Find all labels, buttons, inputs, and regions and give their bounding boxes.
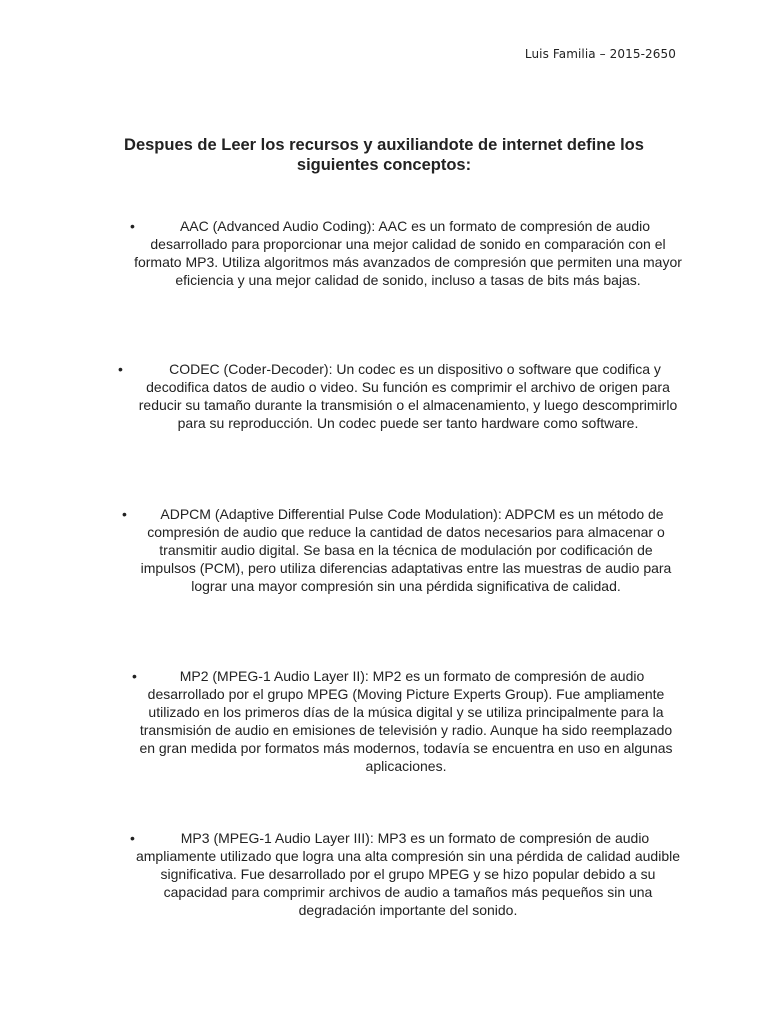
bullet-icon: • — [130, 830, 135, 846]
concept-adpcm — [138, 505, 674, 595]
bullet-icon: • — [130, 218, 135, 234]
concept-codec-text: CODEC (Coder-Decoder): Un codec es un dispositivo o software que codifica y decodifica datos de audio o video. Su función es comprimir el archivo de origen para reducir su tamaño durante la transmisión o el almacenamiento, y luego descomprimirlo para su reproducción. Un codec puede ser tanto hardware como software. — [138, 361, 678, 431]
concept-mp2 — [138, 667, 674, 775]
concept-mp3-text: MP3 (MPEG-1 Audio Layer III): MP3 es un formato de compresión de audio ampliamente utilizado que logra una alta compresión sin una pérdida de calidad audible significativa. Fue desarrollado por el grupo MPEG y se hizo popular debido a su capacidad para comprimir archivos de audio a tamaños más pequeños sin una degradación importante del sonido. — [135, 830, 681, 918]
concept-mp2-text: MP2 (MPEG-1 Audio Layer II): MP2 es un formato de compresión de audio desarrollado por el grupo MPEG (Moving Picture Experts Group). Fue ampliamente utilizado en los primeros días de la música digital y se utiliza principalmente para la transmisión de audio en emisiones de televisión y radio. Aunque ha sido reemplazado en gran medida por formatos más modernos, todavía se encuentra en uso en algunas aplicaciones. — [139, 668, 673, 774]
concept-aac — [130, 217, 686, 289]
author-header: Luis Familia – 2015-2650 — [524, 47, 676, 61]
bullet-icon: • — [122, 506, 127, 522]
bullet-icon: • — [118, 361, 123, 377]
concept-adpcm-text: ADPCM (Adaptive Differential Pulse Code Modulation): ADPCM es un método de compresión de audio que reduce la cantidad de datos necesarios para almacenar o transmitir audio digital. Se basa en la técnica de modulación por codificación de impulsos (PCM), pero utiliza diferencias adaptativas entre las muestras de audio para lograr una mayor compresión sin una pérdida significativa de calidad. — [140, 506, 672, 594]
concept-codec — [130, 360, 686, 432]
concept-aac-text: AAC (Advanced Audio Coding): AAC es un formato de compresión de audio desarrollado para proporcionar una mejor calidad de sonido en comparación con el formato MP3. Utiliza algoritmos más avanzados de compresión que permiten una mayor eficiencia y una mejor calidad de sonido, incluso a tasas de bits más bajas. — [134, 218, 682, 288]
concept-mp3 — [130, 829, 686, 919]
page-title: Despues de Leer los recursos y auxiliandote de internet define los siguientes conceptos: — [124, 136, 644, 174]
bullet-icon: • — [132, 668, 137, 684]
